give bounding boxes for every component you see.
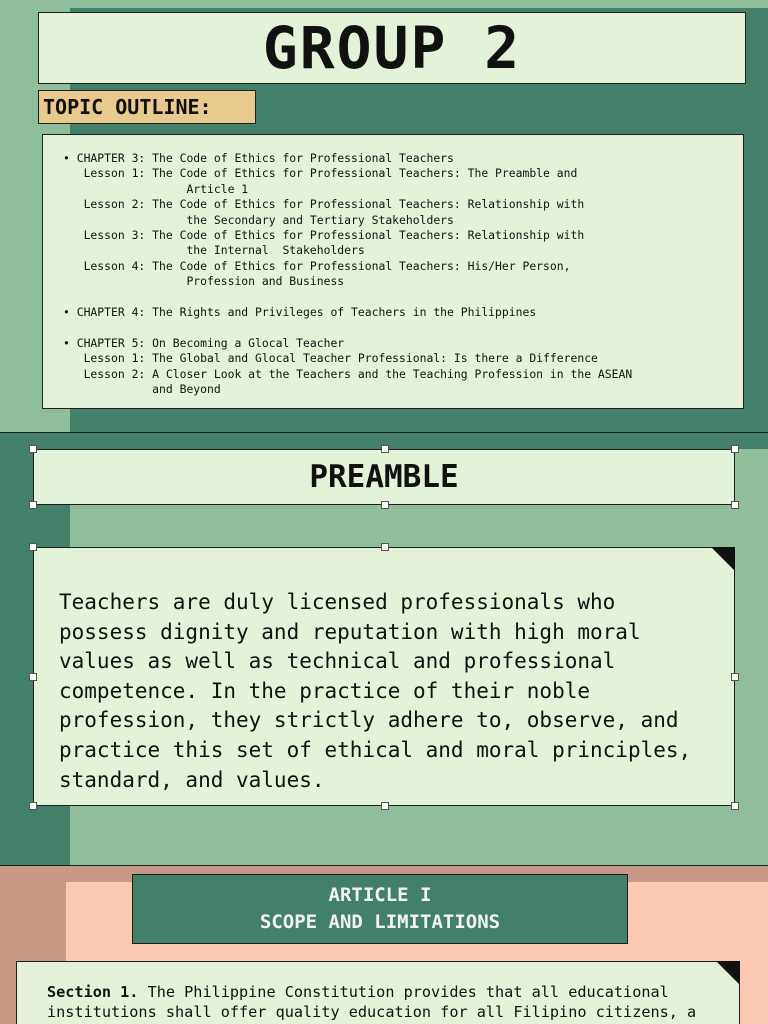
- resize-handle[interactable]: [731, 501, 739, 509]
- section-text: The Philippine Constitution provides that all educational institutions shall offer quality education for all Filipino citizens, a: [47, 983, 697, 1021]
- section-text-box: [16, 961, 740, 1024]
- outline-line: Lesson 3: The Code of Ethics for Professional Teachers: Relationship with: [63, 228, 585, 243]
- outline-line: Article 1: [63, 181, 249, 196]
- outline-gap: [63, 320, 743, 335]
- topic-outline-label: TOPIC OUTLINE:: [43, 95, 212, 119]
- outline-line: the Internal Stakeholders: [63, 243, 365, 258]
- outline-line: the Secondary and Tertiary Stakeholders: [63, 212, 454, 227]
- background-band: [70, 433, 768, 449]
- outline-line: and Beyond: [63, 382, 221, 397]
- preamble-title-box[interactable]: [33, 449, 735, 505]
- outline-line: • CHAPTER 3: The Code of Ethics for Professional Teachers: [63, 151, 454, 165]
- resize-handle[interactable]: [731, 445, 739, 453]
- outline-line: Lesson 1: The Global and Glocal Teacher Professional: Is there a Difference: [63, 351, 598, 366]
- preamble-title: PREAMBLE: [309, 459, 459, 495]
- topic-outline-label-box: [38, 90, 256, 124]
- resize-handle[interactable]: [29, 445, 37, 453]
- resize-handle[interactable]: [381, 543, 389, 551]
- outline-line: • CHAPTER 4: The Rights and Privileges of Teachers in the Philippines: [63, 305, 537, 320]
- group-title: GROUP 2: [262, 14, 522, 82]
- section-label: Section 1.: [47, 983, 139, 1001]
- article-number: ARTICLE I: [328, 884, 432, 906]
- resize-handle[interactable]: [29, 802, 37, 810]
- resize-handle[interactable]: [731, 802, 739, 810]
- outline-line: Lesson 2: A Closer Look at the Teachers and the Teaching Profession in the ASEAN: [63, 366, 633, 381]
- group-title-box: [38, 12, 746, 84]
- resize-handle[interactable]: [29, 543, 37, 551]
- outline-line: Profession and Business: [63, 274, 345, 289]
- outline-line: Lesson 1: The Code of Ethics for Professional Teachers: The Preamble and: [63, 166, 578, 181]
- outline-line: • CHAPTER 5: On Becoming a Glocal Teacher: [63, 335, 345, 350]
- outline-line: Lesson 4: The Code of Ethics for Professional Teachers: His/Her Person,: [63, 258, 571, 273]
- article-title-box: [132, 874, 628, 944]
- slide-topic-outline: [0, 0, 768, 432]
- section-paragraph: [47, 982, 719, 1022]
- background-strip-top: [0, 0, 768, 8]
- outline-gap: [63, 290, 743, 305]
- resize-handle[interactable]: [381, 802, 389, 810]
- resize-handle[interactable]: [731, 673, 739, 681]
- resize-handle[interactable]: [29, 501, 37, 509]
- resize-handle[interactable]: [381, 501, 389, 509]
- preamble-text-box[interactable]: [33, 547, 735, 806]
- resize-handle[interactable]: [29, 673, 37, 681]
- preamble-body: Teachers are duly licensed professionals who possess dignity and reputation with high moral values as well as technical and professional competence. In the practice of their noble profession, they strictly adhere to, observe, and practice this set of ethical and moral principles, standard, and values.: [59, 590, 692, 792]
- topic-outline-list: [42, 134, 744, 409]
- slide-article-1: [0, 866, 768, 1024]
- folded-corner-icon: [716, 961, 740, 985]
- resize-handle[interactable]: [381, 445, 389, 453]
- folded-corner-icon: [711, 547, 735, 571]
- slide-preamble: [0, 433, 768, 865]
- article-title: SCOPE AND LIMITATIONS: [259, 911, 501, 933]
- outline-line: Lesson 2: The Code of Ethics for Professional Teachers: Relationship with: [63, 197, 585, 212]
